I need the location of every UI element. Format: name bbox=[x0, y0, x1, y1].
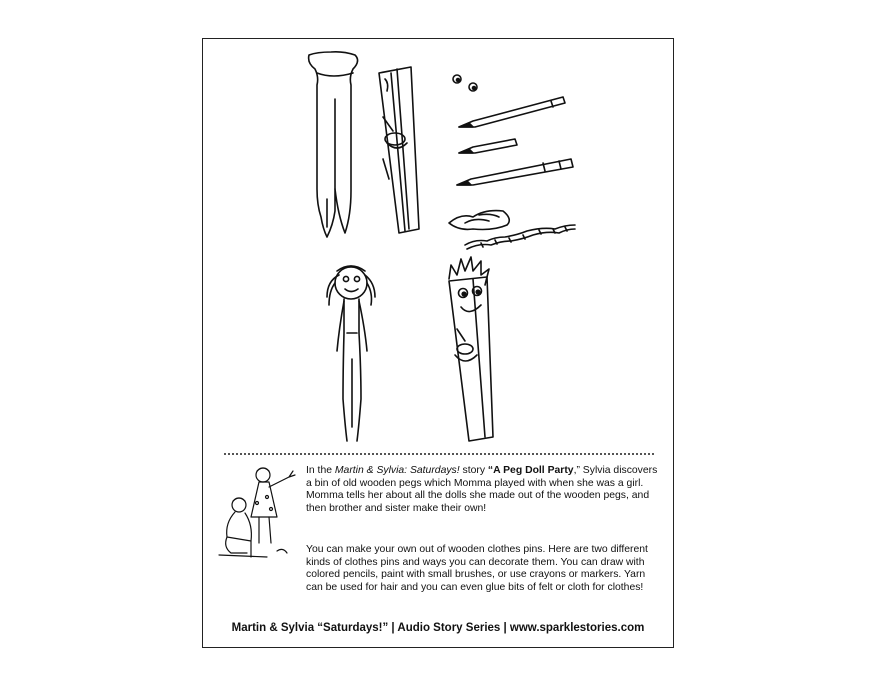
open-quote: “ bbox=[487, 465, 494, 476]
children-icon bbox=[217, 463, 301, 561]
felt-scrap-icon bbox=[449, 211, 509, 230]
intro-body: ,” Sylvia discovers a bin of old wooden pegs which Momma played with when she was a girl. Momma tells her about all the dolls she made out of the wooden pegs, and then brother and sister make their own! bbox=[306, 465, 658, 514]
peg-icon bbox=[309, 52, 358, 237]
yarn-icon bbox=[465, 225, 575, 249]
googly-eyes-icon bbox=[453, 75, 477, 91]
girl-peg-doll-icon bbox=[327, 266, 375, 441]
illustration-area bbox=[203, 39, 673, 454]
clothespin-icon bbox=[379, 67, 419, 233]
intro-story-word: story bbox=[459, 465, 488, 476]
footer-credit: Martin & Sylvia “Saturdays!” | Audio Story Series | www.sparklestories.com bbox=[231, 622, 645, 634]
boy-peg-doll-icon bbox=[449, 257, 493, 441]
activity-sheet bbox=[202, 38, 674, 648]
story-title: A Peg Doll Party bbox=[493, 465, 574, 476]
series-title: Martin & Sylvia: Saturdays! bbox=[334, 465, 460, 476]
pencil-icon bbox=[459, 97, 565, 127]
pen-icon bbox=[457, 159, 573, 185]
pencil-icon bbox=[459, 139, 517, 153]
dotted-divider bbox=[224, 453, 654, 455]
instructions-paragraph: You can make your own out of wooden clothes pins. Here are two different kinds of clothes pins and ways you can decorate them. You can draw with colored pencils, paint with small brushes, or use crayons or markers. Yarn can be used for hair and you can even glue bits of felt or cloth for clothes! bbox=[306, 544, 648, 593]
story-intro-paragraph bbox=[306, 465, 658, 515]
intro-prefix: In the bbox=[306, 465, 335, 476]
